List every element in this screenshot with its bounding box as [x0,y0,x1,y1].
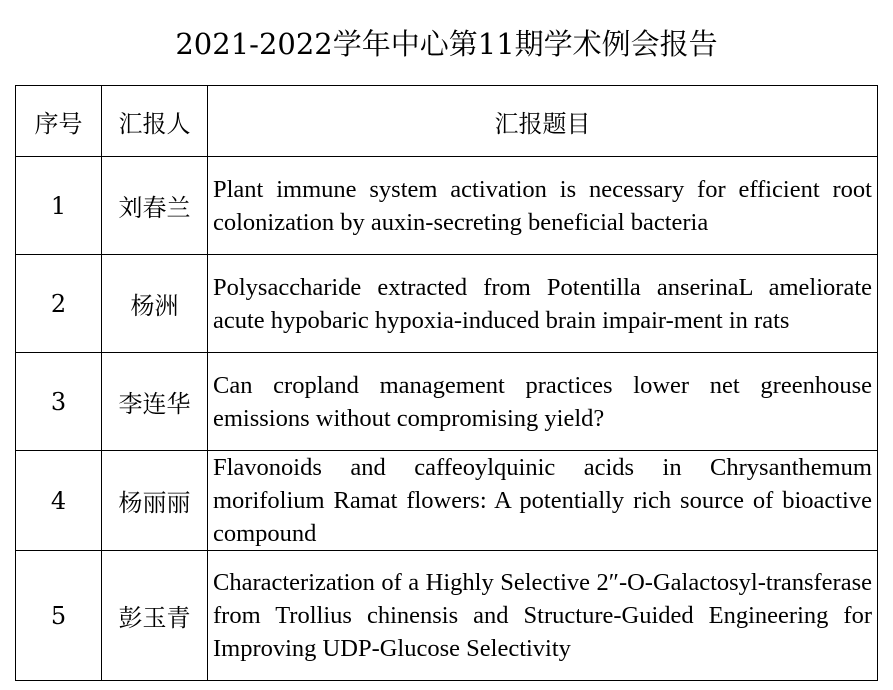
row-number: 1 [16,157,102,255]
table-row [16,551,878,681]
table-row [16,451,878,551]
row-presenter: 刘春兰 [102,157,208,255]
row-number: 3 [16,353,102,451]
table-header-row [16,86,878,157]
table-row [16,255,878,353]
row-topic: Flavonoids and caffeoylquinic acids in Chrysanthemum morifolium Ramat flowers: A potentially rich source of bioactive compound [208,451,878,551]
row-topic: Can cropland management practices lower net greenhouse emissions without compromising yield? [208,353,878,451]
table-row [16,157,878,255]
row-number: 2 [16,255,102,353]
row-topic: Plant immune system activation is necessary for efficient root colonization by auxin-secreting beneficial bacteria [208,157,878,255]
row-presenter: 杨丽丽 [102,451,208,551]
row-presenter: 杨洲 [102,255,208,353]
row-topic: Characterization of a Highly Selective 2″-O-Galactosyl-transferase from Trollius chinensis and Structure-Guided Engineering for Improving UDP-Glucose Selectivity [208,551,878,681]
header-presenter: 汇报人 [102,86,208,157]
row-presenter: 李连华 [102,353,208,451]
report-table [15,85,878,681]
document-title: 2021-2022学年中心第11期学术例会报告 [175,27,718,61]
row-number: 5 [16,551,102,681]
row-number: 4 [16,451,102,551]
header-topic: 汇报题目 [208,86,878,157]
table-row [16,353,878,451]
row-presenter: 彭玉青 [102,551,208,681]
row-topic: Polysaccharide extracted from Potentilla anserinaL ameliorate acute hypobaric hypoxia-induced brain impair-ment in rats [208,255,878,353]
header-number: 序号 [16,86,102,157]
